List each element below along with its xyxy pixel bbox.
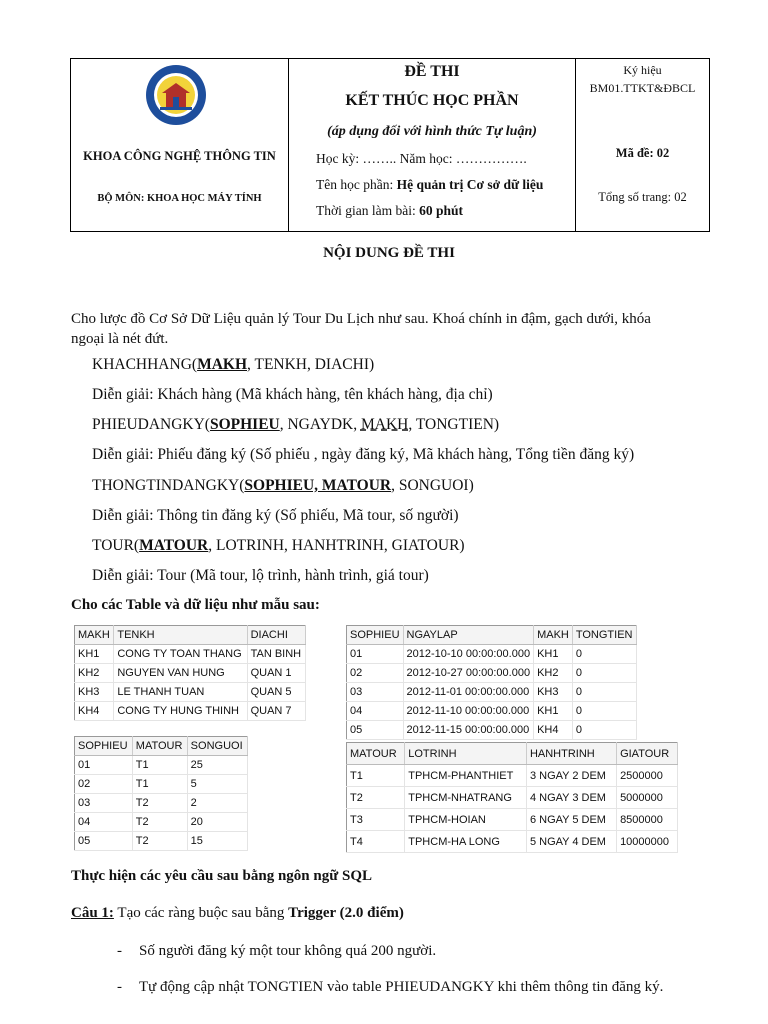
column-header: HANHTRINH: [526, 743, 616, 765]
tour-grid: [346, 742, 678, 853]
table-row: [75, 794, 248, 813]
table-cell: 05: [347, 721, 404, 740]
desc-tour: Diễn giải: Tour (Mã tour, lộ trình, hành trình, giá tour): [92, 567, 429, 584]
symbol-label: Ký hiệu: [623, 63, 662, 77]
symbol-value: BM01.TTKT&ĐBCL: [589, 81, 696, 95]
column-header: MAKH: [534, 626, 573, 645]
table-row: [75, 832, 248, 851]
exam-title: ĐỀ THI: [404, 63, 460, 80]
table-row: [347, 765, 678, 787]
table-cell: 25: [187, 756, 247, 775]
relation-attrs: , SONGUOI): [391, 477, 474, 494]
header-right-cell: [576, 59, 709, 231]
table-cell: TPHCM-HOIAN: [405, 809, 527, 831]
exam-subtitle: KẾT THÚC HỌC PHẦN: [345, 92, 519, 109]
desc-thongtindangky: Diễn giải: Thông tin đăng ký (Số phiếu, Mã tour, số người): [92, 507, 459, 524]
table-cell: TPHCM-NHATRANG: [405, 787, 527, 809]
phieudangky-grid: [346, 625, 637, 740]
table-cell: 2012-10-27 00:00:00.000: [403, 664, 534, 683]
table-row: [347, 809, 678, 831]
table-cell: KH2: [75, 664, 114, 683]
table-cell: 5: [187, 775, 247, 794]
table-cell: 04: [347, 702, 404, 721]
course-line: [316, 177, 543, 193]
schema-phieudangky: [92, 416, 499, 434]
grid-header-row: [347, 626, 637, 645]
table-cell: T2: [132, 794, 187, 813]
sql-heading: Thực hiện các yêu cầu sau bằng ngôn ngữ SQL: [71, 868, 372, 884]
relation-attrs: , TONGTIEN): [408, 416, 500, 433]
table-cell: 05: [75, 832, 133, 851]
primary-key: SOPHIEU, MATOUR: [244, 477, 392, 494]
table-cell: LE THANH TUAN: [114, 683, 247, 702]
table-row: [347, 664, 637, 683]
section-title: NỘI DUNG ĐỀ THI: [323, 245, 455, 261]
term-line: Học kỳ: …….. Năm học: …………….: [316, 151, 527, 166]
schema-thongtindangky: [92, 477, 474, 495]
table-cell: T1: [132, 756, 187, 775]
table-cell: KH3: [534, 683, 573, 702]
table-cell: 02: [347, 664, 404, 683]
table-cell: 10000000: [617, 831, 678, 853]
thongtindangky-grid: [74, 736, 248, 851]
column-header: SONGUOI: [187, 737, 247, 756]
table-cell: 15: [187, 832, 247, 851]
table-cell: QUAN 1: [247, 664, 305, 683]
course-name: Hệ quản trị Cơ sở dữ liệu: [396, 177, 544, 192]
question-1: [71, 905, 404, 922]
column-header: MATOUR: [132, 737, 187, 756]
question-1-label: Câu 1:: [71, 905, 114, 921]
university-logo: [140, 63, 212, 127]
relation-attrs: , TENKH, DIACHI): [247, 356, 375, 373]
time-label: Thời gian làm bài:: [316, 203, 420, 218]
table-cell: TPHCM-HA LONG: [405, 831, 527, 853]
table-cell: 0: [572, 683, 636, 702]
bullet-item-2: Tự động cập nhật TONGTIEN vào table PHIEUDANGKY khi thêm thông tin đăng ký.: [139, 979, 664, 995]
column-header: SOPHIEU: [75, 737, 133, 756]
table-cell: 03: [347, 683, 404, 702]
time-value: 60 phút: [419, 203, 464, 218]
table-cell: 4 NGAY 3 DEM: [526, 787, 616, 809]
foreign-key: MAKH: [360, 416, 409, 433]
tables-heading: Cho các Table và dữ liệu như mẫu sau:: [71, 597, 320, 613]
exam-note: (áp dụng đối với hình thức Tự luận): [327, 124, 537, 139]
relation-name: THONGTINDANGKY(: [92, 477, 245, 494]
table-cell: 2012-11-15 00:00:00.000: [403, 721, 534, 740]
table-cell: NGUYEN VAN HUNG: [114, 664, 247, 683]
relation-name: KHACHHANG(: [92, 356, 198, 373]
column-header: LOTRINH: [405, 743, 527, 765]
table-row: [347, 721, 637, 740]
desc-phieudangky: Diễn giải: Phiếu đăng ký (Số phiếu , ngày đăng ký, Mã khách hàng, Tổng tiền đăng ký): [92, 446, 635, 463]
table-cell: T4: [347, 831, 405, 853]
table-cell: T1: [132, 775, 187, 794]
table-cell: QUAN 7: [247, 702, 305, 721]
table-cell: 2012-11-10 00:00:00.000: [403, 702, 534, 721]
exam-code: Mã đề: 02: [615, 146, 670, 160]
table-row: [75, 813, 248, 832]
table-cell: 3 NGAY 2 DEM: [526, 765, 616, 787]
table-cell: T2: [132, 832, 187, 851]
column-header: MAKH: [75, 626, 114, 645]
table-cell: CONG TY HUNG THINH: [114, 702, 247, 721]
page-count: Tổng số trang: 02: [598, 190, 687, 204]
header-left-cell: [71, 59, 289, 231]
table-row: [347, 683, 637, 702]
course-label: Tên học phần:: [316, 177, 397, 192]
table-cell: QUAN 5: [247, 683, 305, 702]
table-cell: T3: [347, 809, 405, 831]
table-cell: 03: [75, 794, 133, 813]
table-cell: 2: [187, 794, 247, 813]
grid-header-row: [75, 626, 306, 645]
exam-header-box: [70, 58, 710, 232]
table-cell: 5 NGAY 4 DEM: [526, 831, 616, 853]
table-cell: TAN BINH: [247, 645, 305, 664]
table-cell: KH2: [534, 664, 573, 683]
table-cell: 02: [75, 775, 133, 794]
table-row: [75, 702, 306, 721]
primary-key: SOPHIEU: [209, 416, 280, 433]
table-row: [347, 645, 637, 664]
column-header: TENKH: [114, 626, 247, 645]
khachhang-grid: [74, 625, 306, 721]
column-header: SOPHIEU: [347, 626, 404, 645]
table-cell: KH1: [534, 645, 573, 664]
table-cell: KH4: [534, 721, 573, 740]
table-cell: 01: [347, 645, 404, 664]
table-cell: CONG TY TOAN THANG: [114, 645, 247, 664]
intro-line-1: Cho lược đồ Cơ Sở Dữ Liệu quản lý Tour Du Lịch như sau. Khoá chính in đậm, gạch dưới, khóa: [71, 311, 651, 327]
desc-khachhang: Diễn giải: Khách hàng (Mã khách hàng, tên khách hàng, địa chỉ): [92, 386, 493, 403]
table-cell: 2500000: [617, 765, 678, 787]
time-line: [316, 203, 463, 219]
table-cell: KH4: [75, 702, 114, 721]
table-row: [347, 831, 678, 853]
table-cell: KH3: [75, 683, 114, 702]
table-cell: T2: [347, 787, 405, 809]
table-row: [75, 664, 306, 683]
table-cell: 0: [572, 702, 636, 721]
table-cell: 20: [187, 813, 247, 832]
grid-header-row: [347, 743, 678, 765]
primary-key: MAKH: [197, 356, 247, 373]
table-cell: 01: [75, 756, 133, 775]
table-row: [347, 787, 678, 809]
table-row: [75, 775, 248, 794]
faculty-name: KHOA CÔNG NGHỆ THÔNG TIN: [83, 149, 276, 163]
table-cell: T1: [347, 765, 405, 787]
table-cell: 0: [572, 645, 636, 664]
table-cell: 2012-11-01 00:00:00.000: [403, 683, 534, 702]
bullet-mark: -: [117, 979, 122, 995]
relation-name: PHIEUDANGKY(: [92, 416, 210, 433]
table-row: [75, 645, 306, 664]
table-row: [75, 683, 306, 702]
relation-attrs: , NGAYDK,: [279, 416, 361, 433]
relation-attrs: , LOTRINH, HANHTRINH, GIATOUR): [208, 537, 465, 554]
relation-name: TOUR(: [92, 537, 140, 554]
department-name: BỘ MÔN: KHOA HỌC MÁY TÍNH: [97, 193, 262, 204]
bullet-mark: -: [117, 943, 122, 959]
primary-key: MATOUR: [139, 537, 209, 554]
column-header: NGAYLAP: [403, 626, 534, 645]
intro-line-2: ngoại là nét đứt.: [71, 331, 169, 347]
question-1-text: Tạo các ràng buộc sau bằng: [113, 905, 289, 921]
table-cell: 0: [572, 721, 636, 740]
table-cell: T2: [132, 813, 187, 832]
column-header: TONGTIEN: [572, 626, 636, 645]
table-row: [347, 702, 637, 721]
table-cell: TPHCM-PHANTHIET: [405, 765, 527, 787]
table-cell: 0: [572, 664, 636, 683]
table-cell: KH1: [75, 645, 114, 664]
header-center-cell: [289, 59, 576, 231]
table-row: [75, 756, 248, 775]
column-header: MATOUR: [347, 743, 405, 765]
grid-header-row: [75, 737, 248, 756]
table-cell: 6 NGAY 5 DEM: [526, 809, 616, 831]
column-header: DIACHI: [247, 626, 305, 645]
question-1-bold: Trigger (2.0 điểm): [288, 905, 404, 921]
table-cell: 8500000: [617, 809, 678, 831]
schema-khachhang: [92, 356, 374, 374]
table-cell: KH1: [534, 702, 573, 721]
table-cell: 04: [75, 813, 133, 832]
schema-tour: [92, 537, 465, 555]
table-cell: 2012-10-10 00:00:00.000: [403, 645, 534, 664]
table-cell: 5000000: [617, 787, 678, 809]
bullet-item-1: Số người đăng ký một tour không quá 200 người.: [139, 943, 437, 959]
column-header: GIATOUR: [617, 743, 678, 765]
